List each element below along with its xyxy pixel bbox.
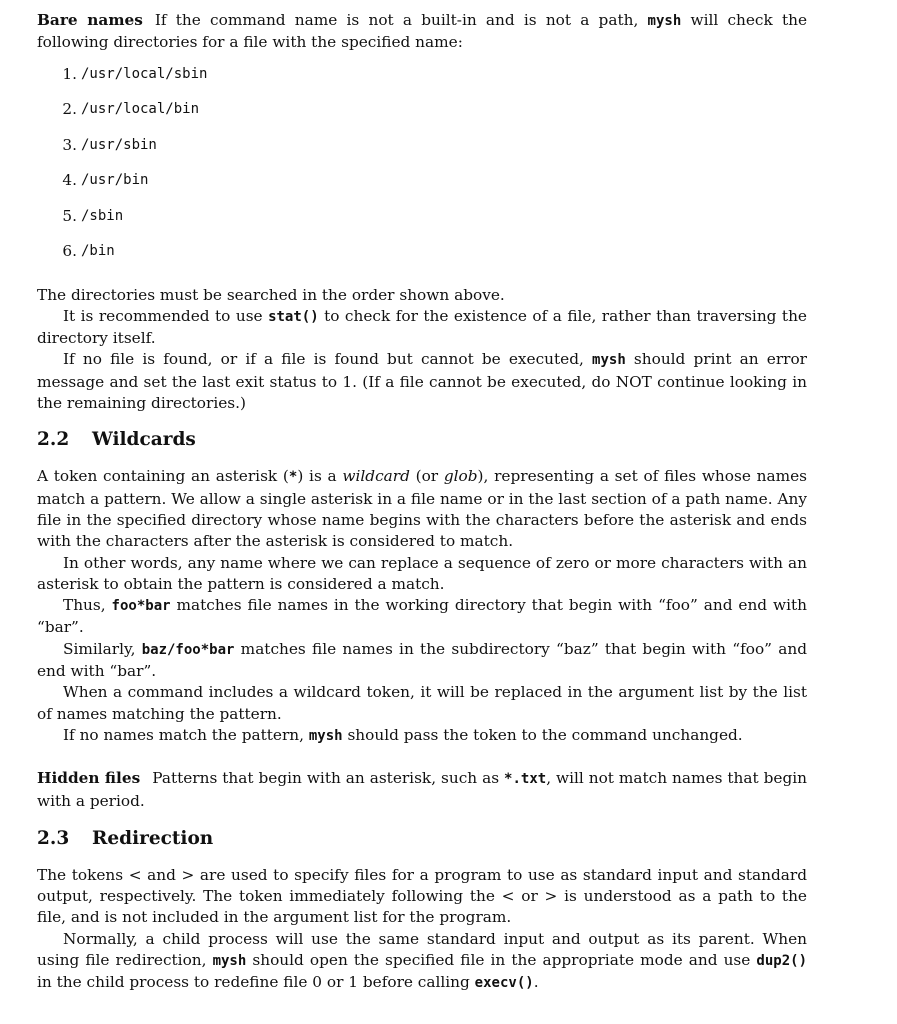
no-file-paragraph: If no file is found, or if a file is found but cannot be executed, mysh should print an error message and set the last exit status to 1. (If a file cannot be executed, do NOT continue looking in the remaining directories.) (37, 350, 807, 413)
directory-path: /usr/local/bin (81, 101, 200, 118)
section-title: Redirection (92, 827, 214, 849)
baz-foo-bar-paragraph: Similarly, baz/foo*bar matches file names in the subdirectory “baz” that begin with “foo” and end with “bar”. (37, 639, 807, 681)
wildcard-definition-paragraph: A token containing an asterisk (*) is a wildcard (or glob), representing a set of files whose names match a pattern. We allow a single asterisk in a file name or in the last section of a path name. Any file in the specified directory whose name begins with the characters before the asterisk and ends with the characters after the asterisk is considered to match. (37, 467, 808, 551)
replacement-paragraph: When a command includes a wildcard token, it will be replaced in the argument list by the list of names matching the pattern. (37, 683, 807, 723)
code-stat: stat() (268, 308, 319, 325)
foo-bar-paragraph: Thus, foo*bar matches file names in the working directory that begin with “foo” and end with “bar”. (37, 596, 808, 637)
list-item: 6. /bin (37, 241, 807, 277)
document-page (37, 10, 807, 995)
code-mysh: mysh (647, 13, 682, 29)
order-paragraph: The directories must be searched in the order shown above. (37, 285, 505, 304)
bare-names-paragraph: Bare names If the command name is not a built-in and is not a path, mysh will check the following directories for a file with the specified name: (37, 11, 808, 52)
list-item: 2. /usr/local/bin (37, 99, 807, 135)
directory-path: /usr/sbin (81, 136, 157, 153)
section-number: 2.2 (37, 429, 70, 451)
list-item: 5. /sbin (37, 206, 807, 242)
code-mysh: mysh (308, 727, 343, 744)
directory-path: /usr/bin (81, 172, 149, 189)
code-mysh: mysh (592, 352, 626, 369)
list-item: 1. /usr/local/sbin (37, 64, 807, 100)
term-glob: glob (443, 467, 478, 486)
child-process-paragraph: Normally, a child process will use the same standard input and output as its parent. When using file redirection, mysh should open the specified file in the appropriate mode and use dup2() in the child process to redefine file 0 or 1 before calling execv(). (37, 929, 807, 992)
section-number: 2.3 (37, 827, 70, 849)
term-wildcard: wildcard (342, 467, 410, 486)
code-execv: execv() (474, 975, 534, 992)
hidden-files-heading: Hidden files (37, 769, 141, 788)
section-title: Wildcards (92, 429, 196, 451)
code-dup2: dup2() (756, 953, 807, 970)
directory-path: /usr/local/sbin (81, 65, 208, 82)
bare-names-heading: Bare names (37, 11, 143, 29)
redirection-tokens-paragraph: The tokens < and > are used to specify files for a program to use as standard input and standard output, respectively. The token immediately following the < or > is understood as a path to the file, and is not included in the argument list for the program. (37, 865, 807, 927)
directory-list (37, 64, 807, 277)
section-heading-redirection (37, 827, 807, 851)
list-item: 3. /usr/sbin (37, 135, 807, 171)
no-match-paragraph: If no names match the pattern, mysh should pass the token to the command unchanged. (63, 725, 743, 744)
in-other-words-paragraph: In other words, any name where we can replace a sequence of zero or more characters with an asterisk to obtain the pattern is considered a match. (37, 553, 807, 593)
code-baz-foo-bar: baz/foo*bar (141, 641, 235, 658)
hidden-files-paragraph: Hidden files Patterns that begin with an asterisk, such as *.txt, will not match names that begin with a period. (37, 769, 807, 810)
directory-path: /sbin (81, 207, 124, 224)
section-heading-wildcards (37, 428, 807, 452)
code-mysh: mysh (212, 953, 247, 970)
code-foo-bar: foo*bar (111, 598, 171, 615)
list-item: 4. /usr/bin (37, 170, 807, 206)
directory-path: /bin (81, 243, 115, 260)
code-star-txt: *.txt (504, 771, 547, 788)
stat-paragraph: It is recommended to use stat() to check for the existence of a file, rather than traversing the directory itself. (37, 306, 807, 348)
code-asterisk: * (288, 469, 298, 486)
